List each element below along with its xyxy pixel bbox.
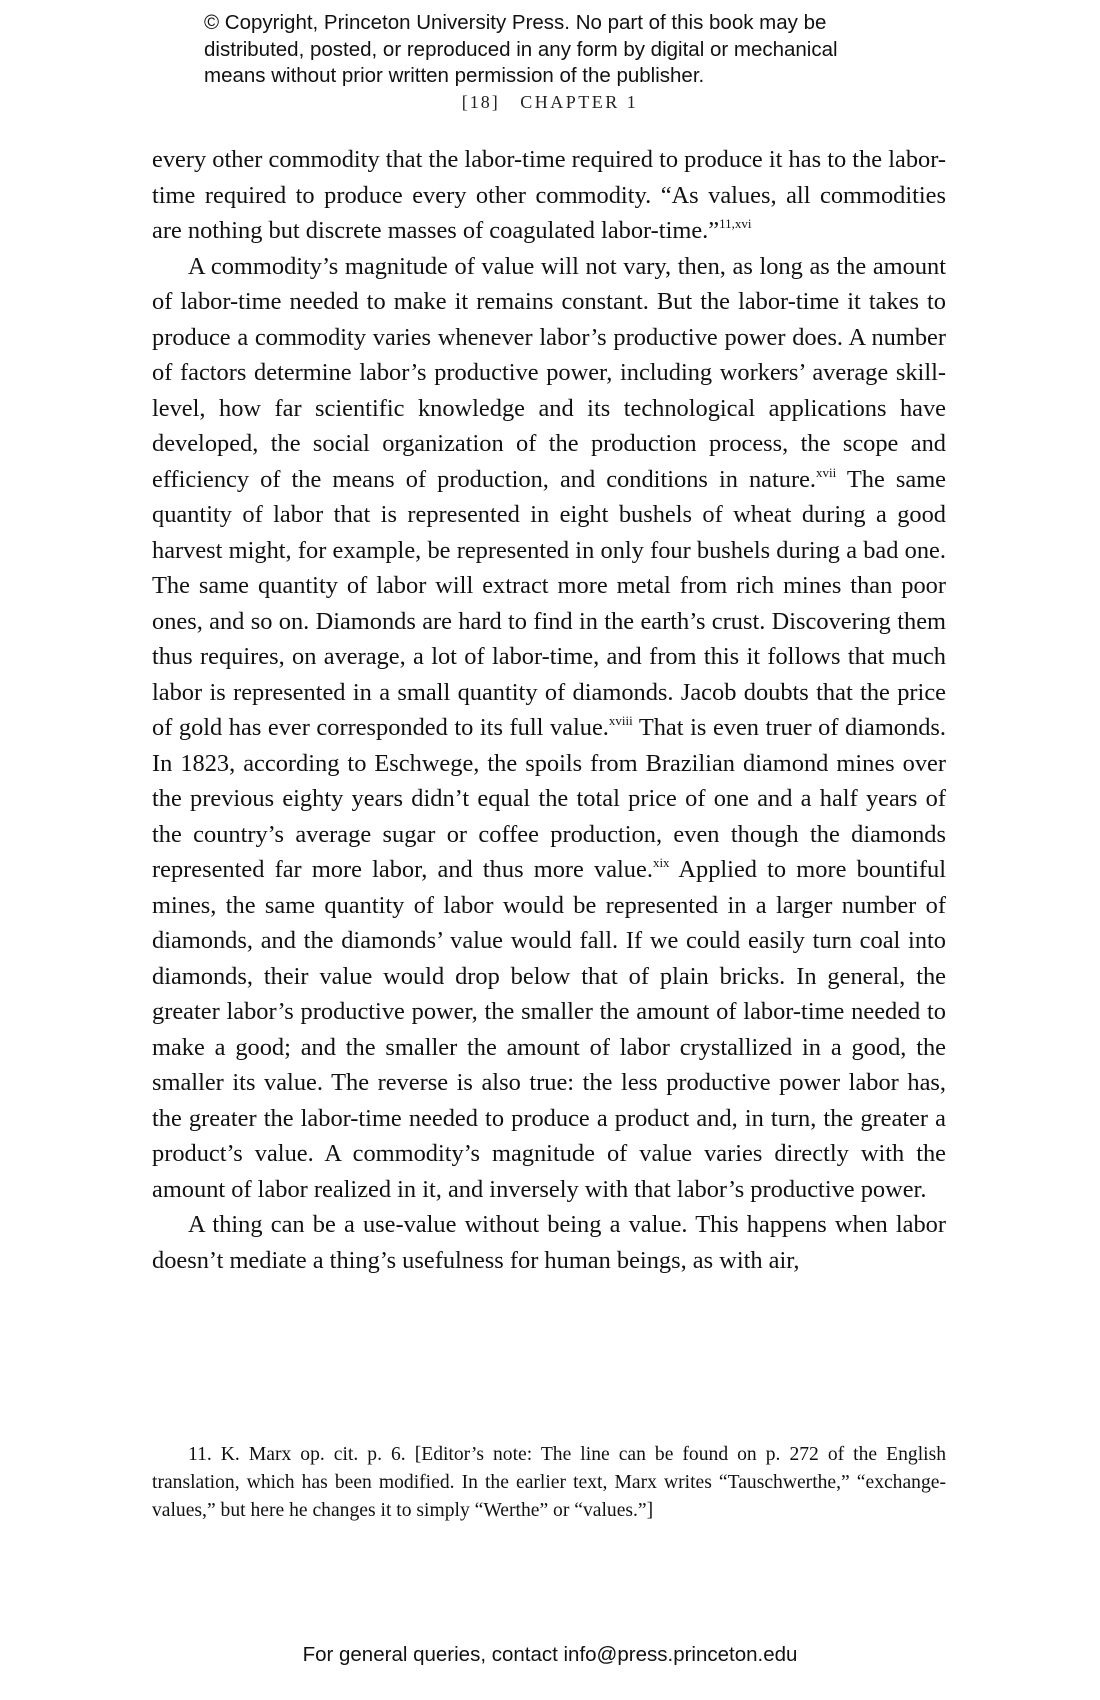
body-text: [152, 142, 946, 1278]
paragraph: [152, 1207, 946, 1278]
copyright-notice: [204, 10, 964, 90]
paragraph-text: The same quantity of labor that is represented in eight bushels of wheat during a good harvest might, for example, be represented in only four bushels during a bad one. The same quantity of labor will extract more metal from rich mines than poor ones, and so on. Diamonds are hard to find in the earth’s crust. Discovering them thus requires, on average, a lot of labor-time, and from this it follows that much labor is represented in a small quantity of diamonds. Jacob doubts that the price of gold has ever corresponded to its full value.: [152, 465, 946, 741]
paragraph: [152, 249, 946, 1208]
note-reference: 11,xvi: [719, 216, 752, 231]
running-head: [0, 92, 1100, 113]
note-reference: xvii: [816, 464, 837, 480]
note-reference: xix: [652, 855, 670, 870]
paragraph-text: A commodity’s magnitude of value will not vary, then, as long as the amount of labor-time needed to make it remains constant. But the labor-time it takes to produce a commodity varies whenever labor’s productive power does. A number of factors determine labor’s productive power, including workers’ average skill-level, how far scientific knowledge and its technological applications have developed, the social organization of the production process, the scope and efficiency of the means of production, and conditions in nature.: [152, 252, 946, 493]
paragraph-text: Applied to more bountiful mines, the same quantity of labor would be represented in a larger number of diamonds, and the diamonds’ value would fall. If we could easily turn coal into diamonds, their value would drop below that of plain bricks. In general, the greater labor’s productive power, the smaller the amount of labor-time needed to make a good; and the smaller the amount of labor crystallized in a good, the smaller its value. The reverse is also true: the less productive power labor has, the greater the labor-time needed to produce a product and, in turn, the greater a product’s value. A commodity’s magnitude of value varies directly with the amount of labor realized in it, and inversely with that labor’s productive power.: [152, 856, 946, 1203]
paragraph-text: every other commodity that the labor-time required to produce it has to the labor-time required to produce every other commodity. “As values, all commodities are nothing but discrete masses of coagulated labor-time.”: [152, 146, 946, 244]
copyright-line: distributed, posted, or reproduced in any form by digital or mechanical: [204, 37, 838, 61]
contact-footer: For general queries, contact info@press.princeton.edu: [302, 1643, 798, 1666]
paragraph-text: That is even truer of diamonds. In 1823, according to Eschwege, the spoils from Brazilian diamond mines over the previous eighty years didn’t equal the total price of one and a half years of the country’s average sugar or coffee production, even though the diamonds represented far more labor, and thus more value.: [152, 714, 946, 883]
chapter-label: CHAPTER 1: [520, 92, 639, 112]
note-reference: xviii: [608, 713, 633, 728]
footnote: 11. K. Marx op. cit. p. 6. [Editor’s note: The line can be found on p. 272 of the English translation, which has been modified. In the earlier text, Marx writes “Tauschwerthe,” “exchange-values,” but here he changes it to simply “Werthe” or “values.”]: [152, 1444, 946, 1521]
paragraph-text: A thing can be a use-value without being a value. This happens when labor doesn’t mediate a thing’s usefulness for human beings, as with air,: [152, 1211, 946, 1274]
copyright-line: means without prior written permission of the publisher.: [204, 64, 705, 87]
copyright-line: © Copyright, Princeton University Press. No part of this book may be: [204, 11, 827, 34]
page-number: [18]: [461, 92, 500, 112]
paragraph: [152, 142, 946, 249]
